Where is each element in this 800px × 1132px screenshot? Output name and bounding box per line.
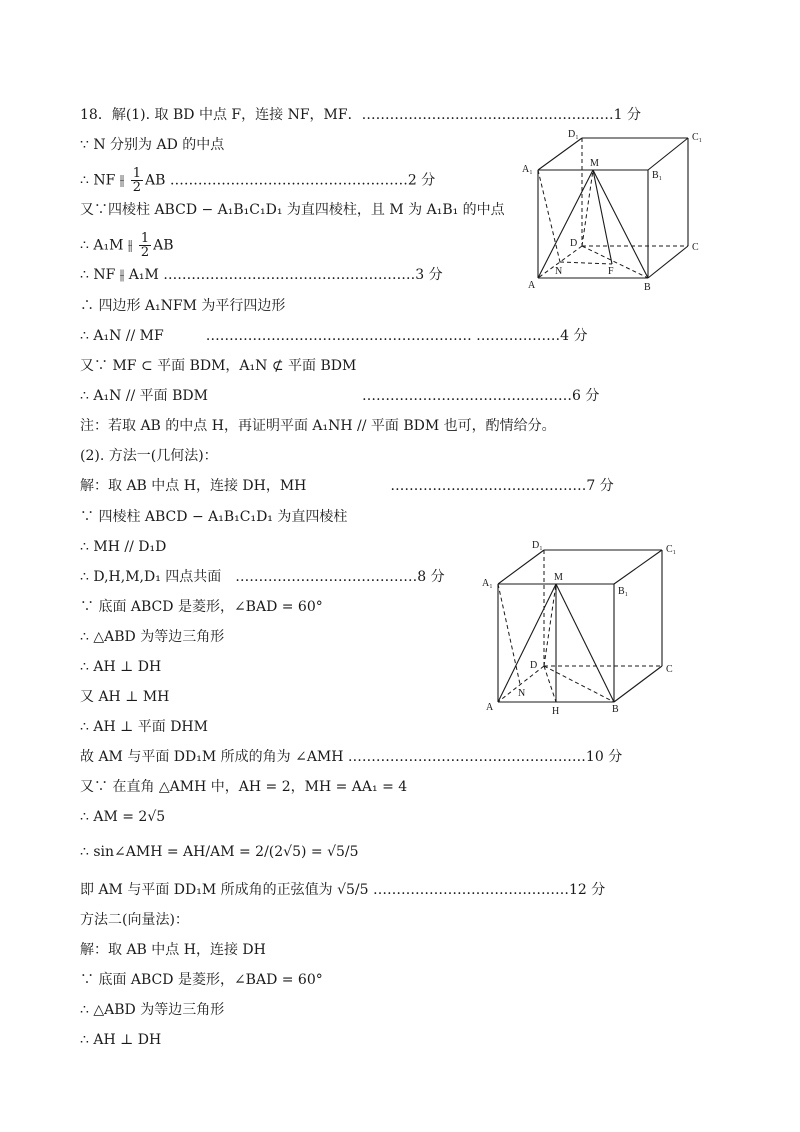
prism-figure-2 bbox=[480, 538, 680, 718]
solution-line-17: ∵ 底面 ABCD 是菱形，∠BAD = 60° bbox=[80, 599, 323, 615]
fraction-denominator: 2 bbox=[140, 245, 150, 260]
solution-line-21: ∴ AH ⊥ 平面 DHM bbox=[80, 719, 208, 735]
fig1-label-M: M bbox=[590, 158, 599, 169]
solution-line-8: ∴ A₁N // MF ………………………………………………… ………………4 分 bbox=[80, 328, 588, 344]
solution-line-25: ∴ sin∠AMH = AH/AM = 2/(2√5) = √5/5 bbox=[80, 844, 359, 860]
fig1-label-C: C bbox=[692, 242, 699, 253]
fig2-label-C1: C₁ bbox=[666, 544, 677, 555]
fraction bbox=[139, 232, 151, 259]
solution-line-26: 即 AM 与平面 DD₁M 所成角的正弦值为 √5/5 ……………………………………12 分 bbox=[80, 882, 606, 898]
fig2-label-D: D bbox=[530, 660, 538, 671]
solution-line-18: ∴ △ABD 为等边三角形 bbox=[80, 629, 225, 645]
solution-line-31: ∴ AH ⊥ DH bbox=[80, 1032, 162, 1048]
fig2-label-N: N bbox=[518, 688, 526, 699]
fraction-numerator: 1 bbox=[132, 166, 142, 181]
solution-line-19: ∴ AH ⊥ DH bbox=[80, 659, 162, 675]
fig2-label-D1: D₁ bbox=[532, 540, 543, 551]
fig1-label-B1: B₁ bbox=[652, 170, 663, 181]
fraction-denominator: 2 bbox=[132, 180, 142, 195]
solution-line-16: ∴ D,H,M,D₁ 四点共面 …………………………………8 分 bbox=[80, 569, 445, 585]
solution-line-15: ∴ MH // D₁D bbox=[80, 539, 167, 555]
prism-figure-1 bbox=[520, 128, 710, 293]
solution-line-28: 解：取 AB 中点 H，连接 DH bbox=[80, 942, 266, 958]
line-text-before-fraction: ∴ A₁M ⫲ bbox=[80, 237, 137, 254]
fig2-label-A: A bbox=[486, 702, 494, 713]
solution-line-10: ∴ A₁N // 平面 BDM ………………………………………6 分 bbox=[80, 388, 600, 404]
fraction bbox=[131, 167, 143, 194]
line-text-before-fraction: ∴ NF ⫲ bbox=[80, 172, 129, 189]
fig1-label-N: N bbox=[555, 266, 563, 277]
fig2-label-H: H bbox=[552, 706, 560, 717]
solution-line-6: ∴ NF ⫲ A₁M ………………………………………………3 分 bbox=[80, 267, 443, 283]
fig1-label-A1: A₁ bbox=[522, 164, 533, 175]
fig1-label-C1: C₁ bbox=[692, 132, 703, 143]
fig2-label-M: M bbox=[554, 572, 563, 583]
fig2-label-A1: A₁ bbox=[482, 578, 493, 589]
solution-line-14: ∵ 四棱柱 ABCD − A₁B₁C₁D₁ 为直四棱柱 bbox=[80, 509, 348, 525]
solution-line-3 bbox=[80, 167, 435, 194]
fig2-label-B1: B₁ bbox=[618, 586, 629, 597]
fig2-label-B: B bbox=[612, 704, 619, 715]
solution-line-9: 又∵ MF ⊂ 平面 BDM，A₁N ⊄ 平面 BDM bbox=[80, 358, 357, 374]
solution-line-11: 注：若取 AB 的中点 H，再证明平面 A₁NH // 平面 BDM 也可，酌情给分。 bbox=[80, 418, 556, 434]
solution-line-20: 又 AH ⊥ MH bbox=[80, 689, 170, 705]
solution-line-2: ∵ N 分别为 AD 的中点 bbox=[80, 137, 225, 153]
solution-line-7: ∴ 四边形 A₁NFM 为平行四边形 bbox=[80, 298, 286, 314]
fraction-numerator: 1 bbox=[140, 231, 150, 246]
fig2-label-C: C bbox=[666, 664, 673, 675]
solution-line-22: 故 AM 与平面 DD₁M 所成的角为 ∠AMH ……………………………………………10 分 bbox=[80, 749, 623, 765]
solution-line-5 bbox=[80, 232, 174, 259]
fig1-label-B: B bbox=[644, 282, 651, 293]
line-text-after-fraction: AB bbox=[153, 237, 174, 254]
solution-line-30: ∴ △ABD 为等边三角形 bbox=[80, 1002, 225, 1018]
fig1-label-D: D bbox=[570, 238, 578, 249]
solution-line-27: 方法二(向量法)： bbox=[80, 912, 189, 928]
solution-line-1: 18．解(1). 取 BD 中点 F，连接 NF，MF．………………………………………………1 分 bbox=[80, 107, 641, 123]
solution-line-23: 又∵ 在直角 △AMH 中，AH = 2，MH = AA₁ = 4 bbox=[80, 779, 408, 795]
line-text-after-fraction: AB ……………………………………………2 分 bbox=[145, 172, 436, 189]
fig1-label-D1: D₁ bbox=[568, 129, 579, 140]
fig1-label-F: F bbox=[608, 266, 614, 277]
solution-line-4: 又∵四棱柱 ABCD − A₁B₁C₁D₁ 为直四棱柱，且 M 为 A₁B₁ 的中点 bbox=[80, 202, 505, 218]
solution-line-29: ∵ 底面 ABCD 是菱形，∠BAD = 60° bbox=[80, 972, 323, 988]
solution-line-13: 解：取 AB 中点 H，连接 DH，MH ……………………………………7 分 bbox=[80, 478, 614, 494]
solution-line-24: ∴ AM = 2√5 bbox=[80, 809, 166, 825]
solution-line-12: (2). 方法一(几何法)： bbox=[80, 448, 218, 464]
fig1-label-A: A bbox=[528, 280, 536, 291]
